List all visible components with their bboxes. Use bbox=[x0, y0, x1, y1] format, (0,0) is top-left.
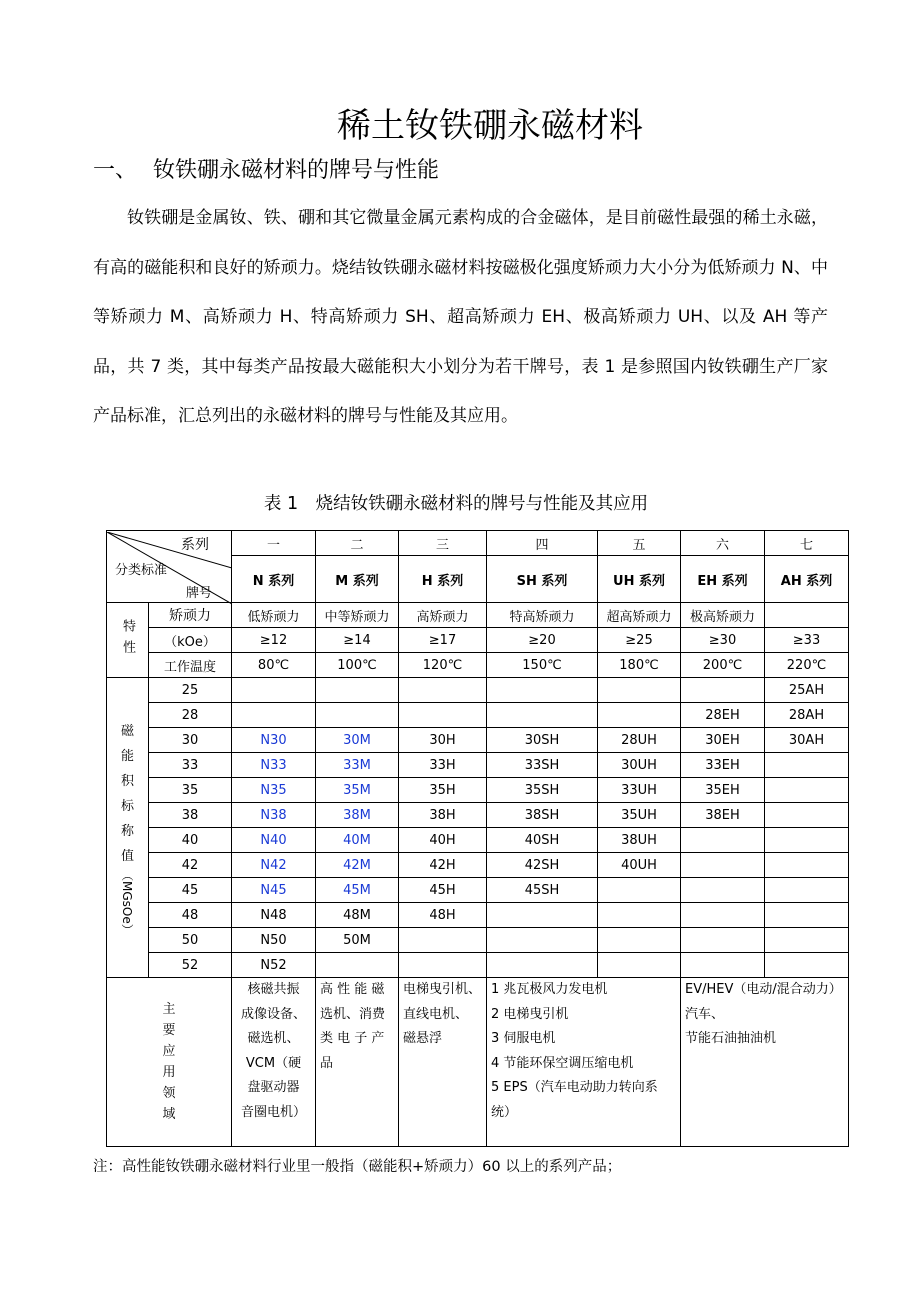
energy-value: 30 bbox=[149, 728, 232, 753]
series-name: M 系列 bbox=[316, 556, 399, 603]
grade-cell bbox=[399, 678, 487, 703]
series-name: AH 系列 bbox=[765, 556, 849, 603]
grade-cell: 48M bbox=[316, 903, 399, 928]
grade-cell: 42H bbox=[399, 853, 487, 878]
grade-cell: 48H bbox=[399, 903, 487, 928]
grade-cell: N30 bbox=[232, 728, 316, 753]
grade-cell: 40UH bbox=[598, 853, 681, 878]
grade-cell: 28UH bbox=[598, 728, 681, 753]
coercivity-value: ≥12 bbox=[232, 628, 316, 653]
grade-cell bbox=[598, 878, 681, 903]
application-line: 统） bbox=[491, 1104, 518, 1120]
footnote: 注：高性能钕铁硼永磁材料行业里一般指（磁能积+矫顽力）60 以上的系列产品； bbox=[93, 1159, 622, 1175]
apps-m bbox=[316, 978, 399, 1147]
grade-cell: 30EH bbox=[681, 728, 765, 753]
temp-value: 220℃ bbox=[765, 653, 849, 678]
application-line: 音圈电机） bbox=[240, 1104, 306, 1120]
grade-cell: 35H bbox=[399, 778, 487, 803]
grade-cell: N48 bbox=[232, 903, 316, 928]
grade-cell: N50 bbox=[232, 928, 316, 953]
grade-cell bbox=[765, 928, 849, 953]
series-num: 六 bbox=[681, 531, 765, 556]
grade-cell bbox=[487, 953, 598, 978]
section-heading bbox=[93, 153, 439, 184]
application-line: 1 兆瓦极风力发电机 bbox=[491, 982, 608, 997]
temp-value: 100℃ bbox=[316, 653, 399, 678]
application-line: 4 节能环保空调压缩电机 bbox=[491, 1055, 634, 1071]
corner-classification-label: 分类标准 bbox=[115, 562, 168, 578]
grade-cell: 33H bbox=[399, 753, 487, 778]
grade-cell: N40 bbox=[232, 828, 316, 853]
grade-cell bbox=[399, 928, 487, 953]
grade-cell: 40SH bbox=[487, 828, 598, 853]
energy-value: 52 bbox=[149, 953, 232, 978]
energy-value: 48 bbox=[149, 903, 232, 928]
applications-label: 主要应用领域 bbox=[162, 1002, 176, 1122]
application-line: 磁悬浮 bbox=[403, 1031, 443, 1046]
energy-row bbox=[107, 903, 849, 928]
grade-cell: 38EH bbox=[681, 803, 765, 828]
coercivity-unit: （kOe） bbox=[149, 628, 232, 653]
grade-cell: 35M bbox=[316, 778, 399, 803]
temp-value: 180℃ bbox=[598, 653, 681, 678]
series-num: 四 bbox=[487, 531, 598, 556]
grade-cell: 38H bbox=[399, 803, 487, 828]
grade-cell: 40M bbox=[316, 828, 399, 853]
grade-table bbox=[106, 530, 849, 1147]
application-line: 汽车、 bbox=[685, 1006, 725, 1022]
energy-value: 50 bbox=[149, 928, 232, 953]
intro-paragraph bbox=[93, 194, 828, 442]
grade-cell bbox=[232, 703, 316, 728]
table-caption: 表 1 烧结钕铁硼永磁材料的牌号与性能及其应用 bbox=[263, 494, 649, 514]
grade-cell: 33SH bbox=[487, 753, 598, 778]
coercivity-value: ≥14 bbox=[316, 628, 399, 653]
series-name: SH 系列 bbox=[487, 556, 598, 603]
grade-cell: 33EH bbox=[681, 753, 765, 778]
application-line: 成像设备、 bbox=[240, 1006, 306, 1022]
series-num: 三 bbox=[399, 531, 487, 556]
grade-cell bbox=[765, 803, 849, 828]
coercivity-desc bbox=[765, 603, 849, 628]
application-line: 3 伺服电机 bbox=[491, 1031, 556, 1046]
application-line: EV/HEV（电动/混合动力） bbox=[685, 982, 842, 997]
energy-value: 25 bbox=[149, 678, 232, 703]
grade-cell: N45 bbox=[232, 878, 316, 903]
apps-h bbox=[399, 978, 487, 1147]
energy-value: 33 bbox=[149, 753, 232, 778]
application-line: 品 bbox=[320, 1055, 334, 1071]
energy-rows bbox=[107, 678, 849, 978]
energy-value: 38 bbox=[149, 803, 232, 828]
grade-cell: N35 bbox=[232, 778, 316, 803]
grade-cell bbox=[487, 903, 598, 928]
temp-value: 200℃ bbox=[681, 653, 765, 678]
corner-header-cell bbox=[107, 531, 232, 603]
coercivity-desc: 低矫顽力 bbox=[232, 603, 316, 628]
series-name: UH 系列 bbox=[598, 556, 681, 603]
grade-cell: 38M bbox=[316, 803, 399, 828]
energy-row bbox=[107, 853, 849, 878]
grade-cell bbox=[765, 878, 849, 903]
temp-value: 120℃ bbox=[399, 653, 487, 678]
document-title: 稀土钕铁硼永磁材料 bbox=[337, 106, 643, 146]
grade-cell bbox=[316, 678, 399, 703]
grade-cell bbox=[487, 928, 598, 953]
intro-text: 钕铁硼是金属钕、铁、硼和其它微量金属元素构成的合金磁体，是目前磁性最强的稀土永磁，有高的磁能积和良好的矫顽力。烧结钕铁硼永磁材料按磁极化强度矫顽力大小分为低矫顽力 N、中等矫顽力 M、高矫顽力 H、特高矫顽力 SH、超高矫顽力 EH、极高矫顽力 UH、以及 AH 等产品，共 7 类，其中每类产品按最大磁能积大小划分为若干牌号，表 1 是参照国内钕铁硼生产厂家产品标准，汇总列出的永磁材料的牌号与性能及其应用。 bbox=[93, 208, 828, 426]
grade-cell bbox=[681, 903, 765, 928]
energy-value: 42 bbox=[149, 853, 232, 878]
energy-label-cell bbox=[107, 678, 149, 978]
coercivity-value: ≥20 bbox=[487, 628, 598, 653]
application-line: 5 EPS（汽车电动助力转向系 bbox=[491, 1080, 658, 1095]
grade-cell: 28AH bbox=[765, 703, 849, 728]
grade-cell: 30M bbox=[316, 728, 399, 753]
energy-value: 45 bbox=[149, 878, 232, 903]
grade-cell bbox=[681, 853, 765, 878]
application-line: 盘驱动器 bbox=[247, 1080, 300, 1095]
coercivity-value: ≥17 bbox=[399, 628, 487, 653]
application-line: 磁选机、 bbox=[247, 1031, 300, 1046]
apps-sh-uh bbox=[487, 978, 681, 1147]
energy-label: 磁能积标称值 bbox=[120, 724, 134, 865]
grade-cell: 33M bbox=[316, 753, 399, 778]
series-name: EH 系列 bbox=[681, 556, 765, 603]
application-line: 选机、消费 bbox=[320, 1006, 386, 1022]
grade-cell bbox=[598, 928, 681, 953]
series-name: H 系列 bbox=[399, 556, 487, 603]
grade-cell: 28EH bbox=[681, 703, 765, 728]
grade-cell: 38UH bbox=[598, 828, 681, 853]
temp-value: 150℃ bbox=[487, 653, 598, 678]
grade-cell bbox=[765, 853, 849, 878]
grade-cell bbox=[399, 703, 487, 728]
application-line: 电梯曳引机、 bbox=[403, 982, 482, 997]
energy-unit: （MGsOe） bbox=[120, 869, 134, 936]
coercivity-label: 矫顽力 bbox=[149, 603, 232, 628]
energy-row bbox=[107, 728, 849, 753]
grade-cell: 45M bbox=[316, 878, 399, 903]
grade-cell bbox=[598, 678, 681, 703]
grade-cell bbox=[598, 903, 681, 928]
coercivity-value: ≥33 bbox=[765, 628, 849, 653]
coercivity-value: ≥30 bbox=[681, 628, 765, 653]
application-line: 直线电机、 bbox=[403, 1006, 469, 1022]
grade-cell: 42M bbox=[316, 853, 399, 878]
grade-cell bbox=[681, 928, 765, 953]
grade-cell bbox=[487, 678, 598, 703]
energy-row bbox=[107, 753, 849, 778]
grade-cell bbox=[765, 828, 849, 853]
grade-cell: 40H bbox=[399, 828, 487, 853]
energy-row bbox=[107, 703, 849, 728]
energy-row bbox=[107, 803, 849, 828]
coercivity-desc: 极高矫顽力 bbox=[681, 603, 765, 628]
energy-value: 40 bbox=[149, 828, 232, 853]
coercivity-desc: 中等矫顽力 bbox=[316, 603, 399, 628]
grade-cell bbox=[487, 703, 598, 728]
energy-row bbox=[107, 878, 849, 903]
grade-cell bbox=[765, 903, 849, 928]
application-line: 核磁共振 bbox=[247, 982, 300, 997]
grade-cell bbox=[765, 753, 849, 778]
grade-cell: 25AH bbox=[765, 678, 849, 703]
series-name: N 系列 bbox=[232, 556, 316, 603]
temp-value: 80℃ bbox=[232, 653, 316, 678]
grade-cell bbox=[598, 953, 681, 978]
apps-n bbox=[232, 978, 316, 1147]
section-number: 一、 bbox=[93, 158, 138, 183]
grade-cell: 33UH bbox=[598, 778, 681, 803]
grade-cell bbox=[681, 678, 765, 703]
grade-cell bbox=[316, 953, 399, 978]
grade-cell bbox=[765, 953, 849, 978]
grade-cell bbox=[681, 953, 765, 978]
energy-row bbox=[107, 953, 849, 978]
grade-cell bbox=[681, 828, 765, 853]
application-line: VCM（硬 bbox=[245, 1055, 302, 1071]
series-num: 五 bbox=[598, 531, 681, 556]
grade-cell: N42 bbox=[232, 853, 316, 878]
coercivity-desc: 高矫顽力 bbox=[399, 603, 487, 628]
grade-cell bbox=[598, 703, 681, 728]
grade-cell bbox=[399, 953, 487, 978]
grade-cell: 35EH bbox=[681, 778, 765, 803]
grade-cell: 30AH bbox=[765, 728, 849, 753]
energy-row bbox=[107, 778, 849, 803]
energy-row bbox=[107, 828, 849, 853]
grade-cell: 45SH bbox=[487, 878, 598, 903]
energy-value: 28 bbox=[149, 703, 232, 728]
grade-cell: N38 bbox=[232, 803, 316, 828]
grade-cell: 42SH bbox=[487, 853, 598, 878]
properties-label: 特性 bbox=[107, 603, 149, 678]
grade-cell: 45H bbox=[399, 878, 487, 903]
section-title: 钕铁硼永磁材料的牌号与性能 bbox=[153, 158, 440, 183]
coercivity-desc: 特高矫顽力 bbox=[487, 603, 598, 628]
apps-eh-ah bbox=[681, 978, 849, 1147]
grade-cell bbox=[765, 778, 849, 803]
grade-cell: 38SH bbox=[487, 803, 598, 828]
grade-cell: 30UH bbox=[598, 753, 681, 778]
application-line: 类 电 子 产 bbox=[320, 1031, 385, 1046]
series-num: 一 bbox=[232, 531, 316, 556]
application-line: 高 性 能 磁 bbox=[320, 982, 385, 997]
energy-row bbox=[107, 678, 849, 703]
corner-grade-label: 牌号 bbox=[186, 585, 213, 601]
grade-cell: 35SH bbox=[487, 778, 598, 803]
series-num: 二 bbox=[316, 531, 399, 556]
grade-cell bbox=[681, 878, 765, 903]
series-num: 七 bbox=[765, 531, 849, 556]
grade-cell bbox=[232, 678, 316, 703]
grade-cell: 30SH bbox=[487, 728, 598, 753]
energy-row bbox=[107, 928, 849, 953]
energy-value: 35 bbox=[149, 778, 232, 803]
application-line: 2 电梯曳引机 bbox=[491, 1006, 569, 1022]
grade-cell: N52 bbox=[232, 953, 316, 978]
coercivity-value: ≥25 bbox=[598, 628, 681, 653]
grade-cell: 50M bbox=[316, 928, 399, 953]
coercivity-desc: 超高矫顽力 bbox=[598, 603, 681, 628]
grade-cell bbox=[316, 703, 399, 728]
corner-series-label: 系列 bbox=[181, 536, 209, 553]
temp-label: 工作温度 bbox=[149, 653, 232, 678]
grade-cell: 35UH bbox=[598, 803, 681, 828]
grade-cell: 30H bbox=[399, 728, 487, 753]
application-line: 节能石油抽油机 bbox=[685, 1031, 777, 1046]
grade-cell: N33 bbox=[232, 753, 316, 778]
applications-label-cell bbox=[107, 978, 232, 1147]
